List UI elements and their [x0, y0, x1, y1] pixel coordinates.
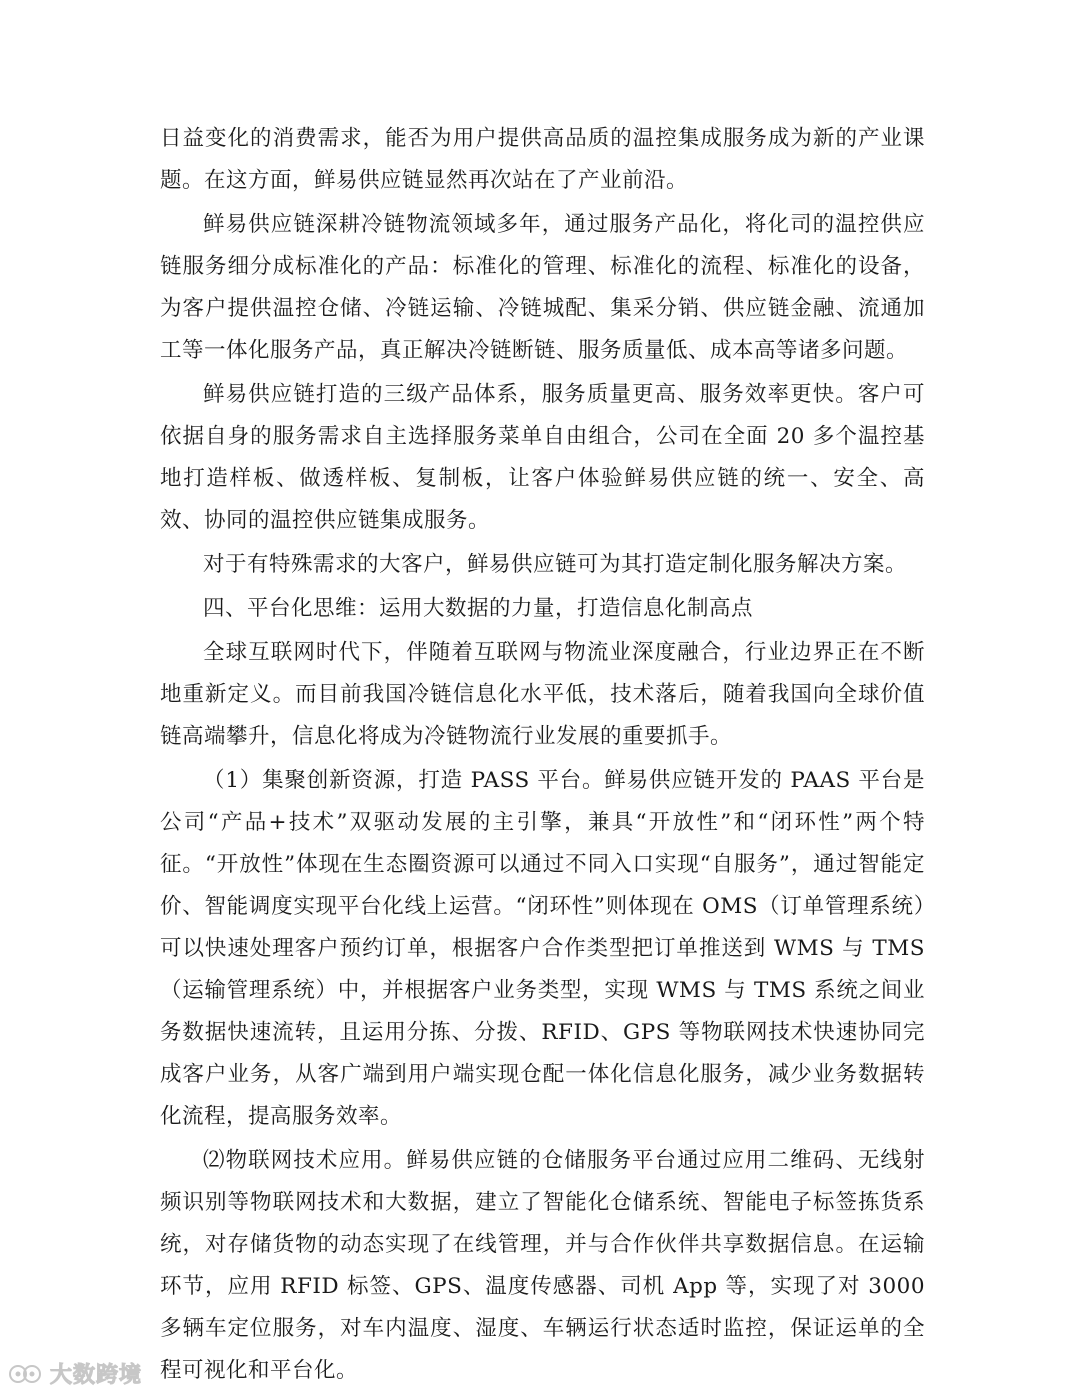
paragraph: 鲜易供应链深耕冷链物流领域多年，通过服务产品化，将化司的温控供应链服务细分成标准化的产品：标准化的管理、标准化的流程、标准化的设备，为客户提供温控仓储、冷链运输、冷链城配、集采分销、供应链金融、流通加工等一体化服务产品，真正解决冷链断链、服务质量低、成本高等诸多问题。 [160, 212, 925, 363]
section-heading: 四、平台化思维：运用大数据的力量，打造信息化制高点 [203, 596, 754, 621]
brand-logo-icon [8, 1361, 44, 1387]
watermark [8, 1358, 142, 1389]
paragraph: （1）集聚创新资源，打造 PASS 平台。鲜易供应链开发的 PAAS 平台是公司“产品+技术”双驱动发展的主引擎，兼具“开放性”和“闭环性”两个特征。“开放性”体现在生态圈资源可以通过不同入口实现“自服务”，通过智能定价、智能调度实现平台化线上运营。“闭环性”则体现在 OMS（订单管理系统）可以快速处理客户预约订单，根据客户合作类型把订单推送到 WMS 与 TMS（运输管理系统）中，并根据客户业务类型，实现 WMS 与 TMS 系统之间业务数据快速流转，且运用分拣、分拨、RFID、GPS 等物联网技术快速协同完成客户业务，从客广端到用户端实现仓配一体化信息化服务，减少业务数据转化流程，提高服务效率。 [160, 768, 925, 1129]
watermark-text: 大数跨境 [50, 1363, 143, 1388]
paragraph: 全球互联网时代下，伴随着互联网与物流业深度融合，行业边界正在不断地重新定义。而目前我国冷链信息化水平低，技术落后，随着我国向全球价值链高端攀升，信息化将成为冷链物流行业发展的重要抓手。 [160, 640, 925, 749]
paragraph: 对于有特殊需求的大客户，鲜易供应链可为其打造定制化服务解决方案。 [203, 552, 908, 577]
paragraph: 鲜易供应链打造的三级产品体系，服务质量更高、服务效率更快。客户可依据自身的服务需求自主选择服务菜单自由组合，公司在全面 20 多个温控基地打造样板、做透样板、复制板，让客户体验鲜易供应链的统一、安全、高效、协同的温控供应链集成服务。 [160, 382, 925, 533]
document-body [160, 118, 925, 1392]
paragraph: 日益变化的消费需求，能否为用户提供高品质的温控集成服务成为新的产业课题。在这方面，鲜易供应链显然再次站在了产业前沿。 [160, 126, 925, 193]
paragraph: ⑵物联网技术应用。鲜易供应链的仓储服务平台通过应用二维码、无线射频识别等物联网技术和大数据，建立了智能化仓储系统、智能电子标签拣货系统，对存储货物的动态实现了在线管理，并与合作伙伴共享数据信息。在运输环节，应用 RFID 标签、GPS、温度传感器、司机 App 等，实现了对 3000 多辆车定位服务，对车内温度、湿度、车辆运行状态适时监控，保证运单的全程可视化和平台化。 [160, 1148, 925, 1383]
